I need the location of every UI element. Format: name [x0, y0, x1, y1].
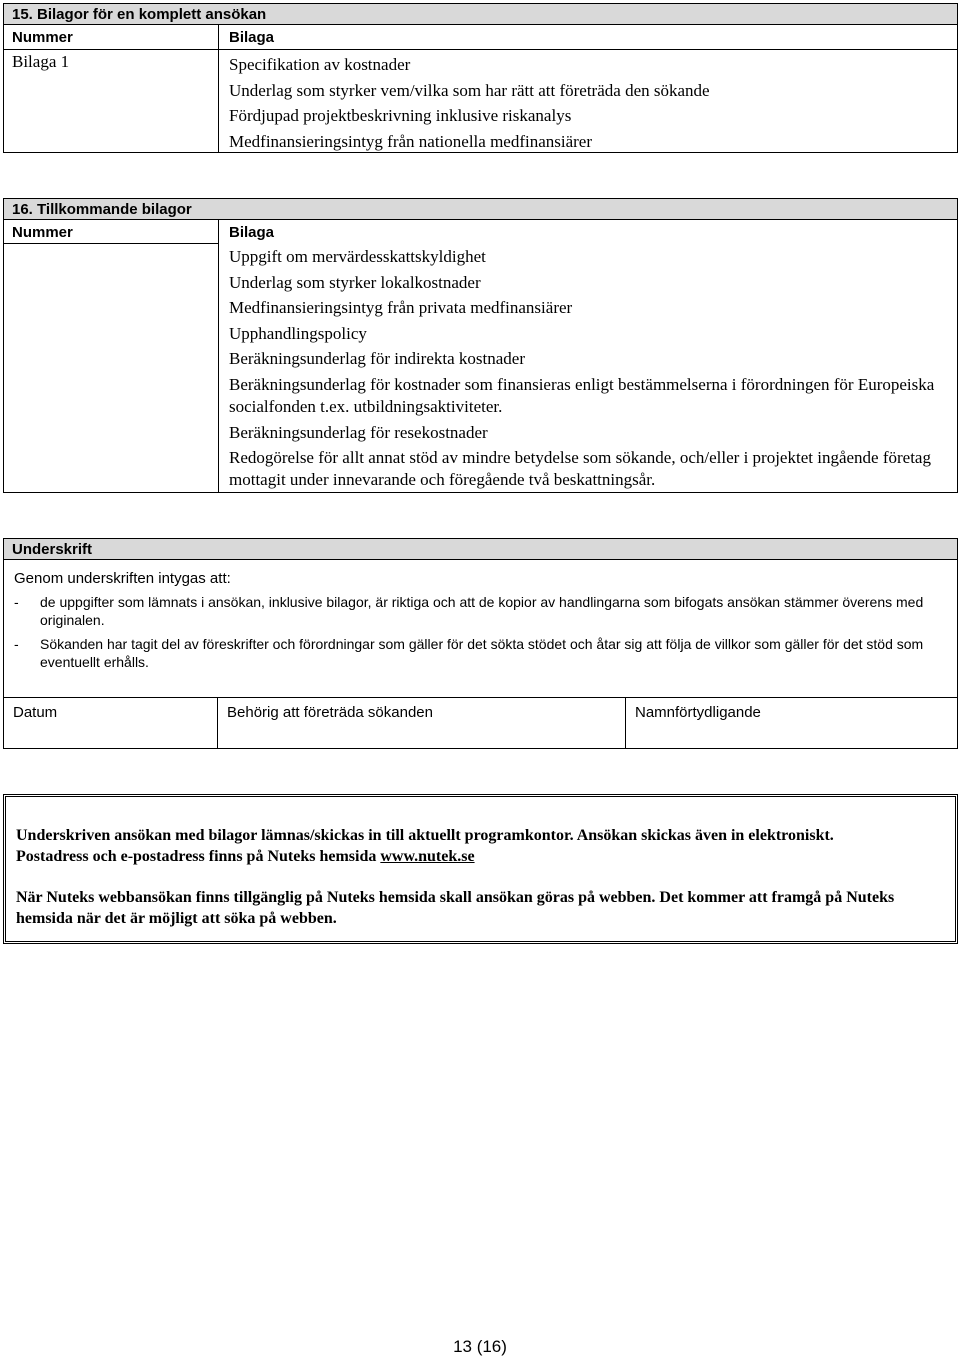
- page-number: 13 (16): [453, 1337, 507, 1356]
- notice-line-1: Underskriven ansökan med bilagor lämnas/skickas in till aktuellt programkontor. Ansökan skickas även in elektroniskt.: [16, 827, 834, 844]
- declaration-text: de uppgifter som lämnats i ansökan, inklusive bilagor, är riktiga och att de kopior av handlingarna som bifogats ansökan stämmer överens med originalen.: [40, 594, 924, 628]
- section-15-title: 15. Bilagor för en komplett ansökan: [4, 4, 957, 25]
- column-header-attachment: Bilaga: [229, 224, 275, 241]
- date-field[interactable]: [4, 698, 218, 748]
- dash-marker: -: [14, 594, 19, 610]
- list-item: Specifikation av kostnader: [229, 55, 411, 74]
- list-item: [14, 593, 947, 629]
- list-item: [14, 635, 947, 671]
- list-item: Medfinansieringsintyg från nationella medfinansiärer: [229, 131, 593, 151]
- declaration-text: Sökanden har tagit del av föreskrifter och förordningar som gäller för det sökta stödet och åtar sig att följa de villkor som gäller för det stöd som eventuellt erhålls.: [40, 636, 924, 670]
- notice-paragraph-1: [16, 825, 945, 867]
- list-item: Beräkningsunderlag för kostnader som finansieras enligt bestämmelserna i förordningen för Europeiska socialfonden t.ex. utbildningsaktiviteter.: [229, 374, 935, 416]
- section-15-body: [4, 50, 957, 152]
- notice-line-2: Postadress och e-postadress finns på Nuteks hemsida: [16, 848, 381, 865]
- list-item: Upphandlingspolicy: [229, 323, 367, 343]
- list-item: Underlag som styrker lokalkostnader: [229, 272, 481, 292]
- list-item: Beräkningsunderlag för indirekta kostnader: [229, 349, 525, 368]
- column-header-number: Nummer: [4, 220, 219, 244]
- section-16-column-headers: [4, 220, 957, 244]
- attachment-number: Bilaga 1: [4, 50, 219, 152]
- name-clarification-field[interactable]: [626, 698, 957, 748]
- column-header-number: Nummer: [4, 25, 219, 49]
- date-label: Datum: [13, 704, 58, 721]
- list-item: Medfinansieringsintyg från privata medfinansiärer: [229, 298, 573, 317]
- authorized-label: Behörig att företräda sökanden: [227, 704, 433, 721]
- section-16-title: 16. Tillkommande bilagor: [4, 199, 957, 220]
- list-item: Uppgift om mervärdesskattskyldighet: [229, 247, 486, 266]
- signature-declarations: [4, 593, 957, 687]
- section-15-column-headers: [4, 25, 957, 50]
- signature-intro: Genom underskriften intygas att:: [14, 570, 231, 587]
- attachment-number-empty: [4, 244, 219, 492]
- list-item: Underlag som styrker vem/vilka som har rätt att företräda den sökande: [229, 80, 710, 100]
- notice-paragraph-2: När Nuteks webbansökan finns tillgänglig på Nuteks hemsida skall ansökan göras på webben. Det kommer att framgå på Nuteks hemsida när det är möjligt att söka på webben.: [16, 889, 895, 927]
- section-16-list: [219, 244, 957, 492]
- signature-section: [3, 538, 958, 698]
- column-header-attachment: Bilaga: [229, 29, 275, 46]
- signature-title: Underskrift: [4, 539, 957, 560]
- section-16-body: [4, 244, 957, 492]
- submission-notice: [3, 794, 958, 944]
- section-15-attachments: [3, 3, 958, 153]
- list-item: Redogörelse för allt annat stöd av mindre betydelse som sökande, och/eller i projektet ingående företag mottagit under innevarande och föregående två beskattningsår.: [229, 448, 931, 489]
- signature-fields-row: [3, 697, 958, 749]
- section-15-list: [219, 50, 957, 152]
- list-item: Fördjupad projektbeskrivning inklusive riskanalys: [229, 106, 572, 125]
- nutek-link[interactable]: www.nutek.se: [380, 848, 475, 865]
- list-item: Beräkningsunderlag för resekostnader: [229, 422, 488, 442]
- dash-marker: -: [14, 636, 19, 652]
- name-clarification-label: Namnförtydligande: [635, 704, 761, 721]
- section-16-additional-attachments: [3, 198, 958, 493]
- authorized-signature-field[interactable]: [218, 698, 626, 748]
